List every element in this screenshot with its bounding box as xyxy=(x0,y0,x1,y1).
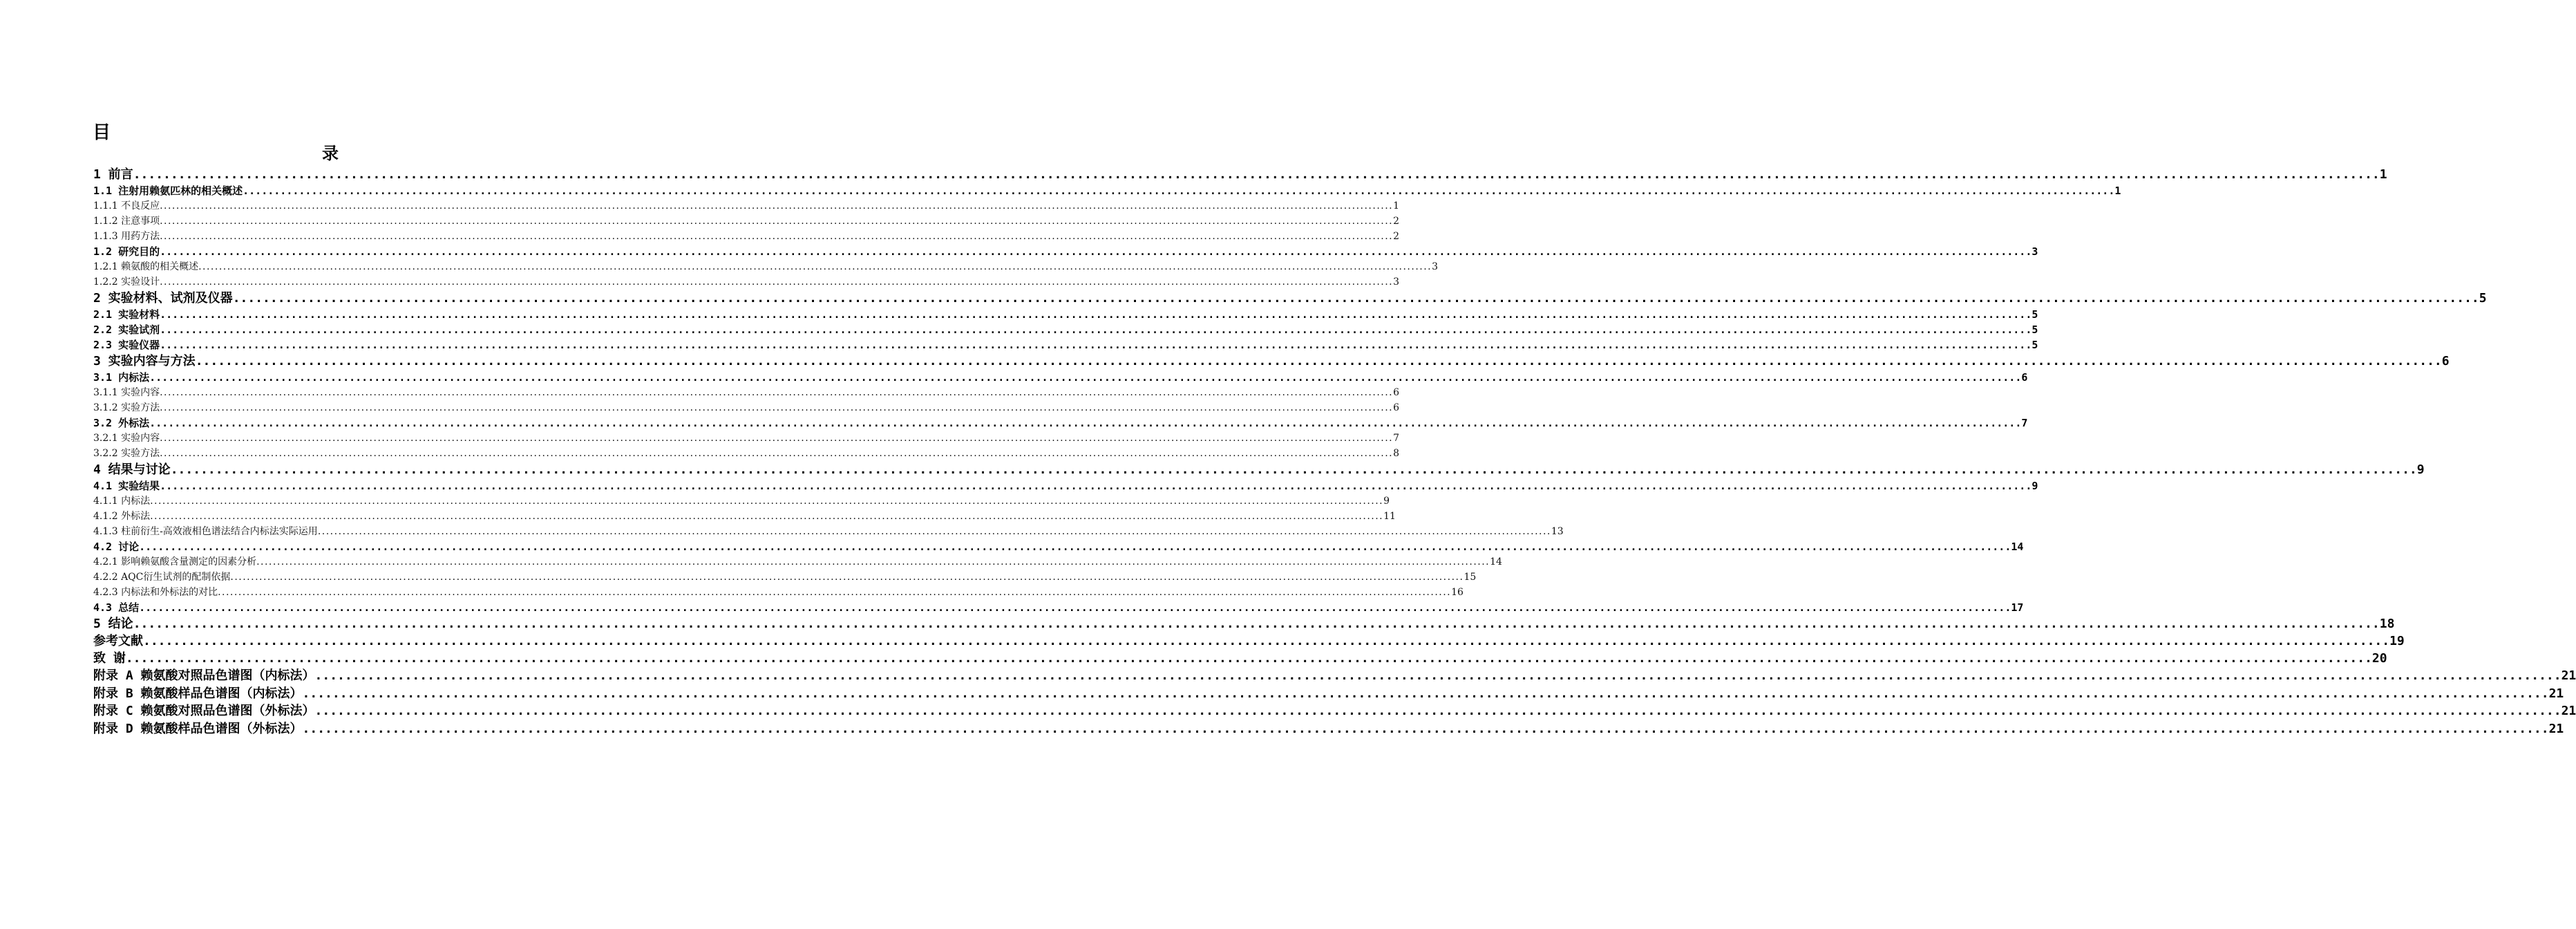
toc-entry-page-number: 19 xyxy=(2389,634,2405,648)
dot-leader: ............................................................................................................................................................................................................................................................................................................ xyxy=(149,417,2022,429)
toc-entry[interactable] xyxy=(93,166,2387,183)
toc-entry[interactable] xyxy=(93,183,2121,198)
dot-leader: ............................................................................................................................................................................................................................................................................................................ xyxy=(133,167,2380,182)
toc-entry-page-number: 6 xyxy=(2021,371,2028,384)
toc-entry-label: 附录 B 赖氨酸样品色谱图（内标法） xyxy=(93,686,303,701)
toc-entry[interactable] xyxy=(93,667,2576,685)
toc-entry-label: 3.2.1 实验内容 xyxy=(93,433,160,444)
toc-entry[interactable] xyxy=(93,478,2038,494)
dot-leader: ............................................................................................................................................................................................................................................................................................................ xyxy=(198,261,1432,272)
toc-entry-label: 1.2 研究目的 xyxy=(93,245,160,258)
dot-leader: ............................................................................................................................................................................................................................................................................................................ xyxy=(125,651,2372,666)
toc-entry-label: 参考文献 xyxy=(93,634,143,648)
toc-entry[interactable] xyxy=(93,600,2024,615)
toc-entry-label: 4 结果与讨论 xyxy=(93,462,171,477)
dot-leader: ............................................................................................................................................................................................................................................................................................................ xyxy=(256,556,1490,567)
dot-leader: ............................................................................................................................................................................................................................................................................................................ xyxy=(143,634,2390,648)
dot-leader: ............................................................................................................................................................................................................................................................................................................ xyxy=(317,526,1551,537)
toc-entry-page-number: 21 xyxy=(2561,668,2576,683)
toc-entry[interactable] xyxy=(93,214,1400,229)
dot-leader: ............................................................................................................................................................................................................................................................................................................ xyxy=(133,617,2380,631)
toc-entry[interactable] xyxy=(93,322,2038,337)
dot-leader: ............................................................................................................................................................................................................................................................................................................ xyxy=(302,686,2549,701)
toc-entry[interactable] xyxy=(93,370,2028,385)
toc-entry-label: 1.1.2 注意事项 xyxy=(93,216,160,227)
toc-entry[interactable] xyxy=(93,702,2576,720)
dot-leader: ............................................................................................................................................................................................................................................................................................................ xyxy=(314,704,2561,718)
toc-entry-page-number: 21 xyxy=(2548,686,2564,701)
toc-entry-page-number: 1 xyxy=(1393,200,1400,212)
dot-leader: ............................................................................................................................................................................................................................................................................................................ xyxy=(160,308,2032,321)
dot-leader: ............................................................................................................................................................................................................................................................................................................ xyxy=(160,387,1394,398)
toc-entry[interactable] xyxy=(93,400,1400,415)
toc-entry-page-number: 17 xyxy=(2011,601,2024,614)
toc-entry-page-number: 7 xyxy=(2021,417,2028,429)
toc-entry[interactable] xyxy=(93,290,2487,307)
dot-leader: ............................................................................................................................................................................................................................................................................................................ xyxy=(160,216,1394,227)
toc-entry-label: 4.1.2 外标法 xyxy=(93,511,151,522)
toc-entry[interactable] xyxy=(93,615,2395,632)
toc-entry-label: 4.3 总结 xyxy=(93,601,140,614)
toc-entry[interactable] xyxy=(93,198,1400,214)
dot-leader: ............................................................................................................................................................................................................................................................................................................ xyxy=(243,185,2115,197)
dot-leader: ............................................................................................................................................................................................................................................................................................................ xyxy=(160,402,1394,413)
dot-leader: ............................................................................................................................................................................................................................................................................................................ xyxy=(232,291,2479,306)
dot-leader: ............................................................................................................................................................................................................................................................................................................ xyxy=(150,496,1384,507)
toc-entry-page-number: 1 xyxy=(2379,167,2387,182)
toc-entry-label: 1.2.1 赖氨酸的相关概述 xyxy=(93,261,199,272)
toc-entry-page-number: 14 xyxy=(1490,556,1502,567)
toc-entry-label: 4.2.3 内标法和外标法的对比 xyxy=(93,587,218,598)
toc-entry[interactable] xyxy=(93,385,1400,400)
toc-entry-label: 4.1.3 柱前衍生-高效液相色谱法结合内标法实际运用 xyxy=(93,526,318,537)
dot-leader: ............................................................................................................................................................................................................................................................................................................ xyxy=(314,668,2561,683)
dot-leader: ............................................................................................................................................................................................................................................................................................................ xyxy=(302,721,2549,736)
toc-entry-label: 致 谢 xyxy=(93,651,126,666)
dot-leader: ............................................................................................................................................................................................................................................................................................................ xyxy=(160,231,1394,242)
toc-entry-page-number: 13 xyxy=(1551,526,1564,537)
toc-entry-page-number: 6 xyxy=(2441,354,2450,368)
dot-leader: ............................................................................................................................................................................................................................................................................................................ xyxy=(218,587,1452,598)
dot-leader: ............................................................................................................................................................................................................................................................................................................ xyxy=(160,448,1394,459)
table-of-contents xyxy=(93,166,2576,738)
toc-entry[interactable] xyxy=(93,539,2024,554)
dot-leader: ............................................................................................................................................................................................................................................................................................................ xyxy=(170,462,2417,477)
toc-entry[interactable] xyxy=(93,274,1400,290)
toc-entry[interactable] xyxy=(93,494,1390,509)
toc-entry-page-number: 1 xyxy=(2114,185,2121,197)
toc-entry[interactable] xyxy=(93,431,1400,446)
toc-entry-page-number: 2 xyxy=(1393,216,1400,227)
toc-entry-label: 附录 C 赖氨酸对照品色谱图（外标法） xyxy=(93,704,315,718)
toc-entry[interactable] xyxy=(93,720,2564,738)
toc-entry[interactable] xyxy=(93,259,1439,274)
toc-title-second-char: 录 xyxy=(322,143,339,163)
toc-entry-page-number: 5 xyxy=(2032,308,2038,321)
toc-entry-label: 2.1 实验材料 xyxy=(93,308,160,321)
toc-entry[interactable] xyxy=(93,585,1464,600)
toc-entry-page-number: 9 xyxy=(2032,480,2038,492)
toc-entry-label: 1.1 注射用赖氨匹林的相关概述 xyxy=(93,185,243,197)
toc-entry-page-number: 3 xyxy=(1393,276,1400,288)
toc-entry-page-number: 6 xyxy=(1393,387,1400,398)
dot-leader: ............................................................................................................................................................................................................................................................................................................ xyxy=(149,371,2022,384)
toc-entry[interactable] xyxy=(93,509,1396,524)
toc-entry-page-number: 3 xyxy=(2032,245,2038,258)
toc-entry-label: 1.2.2 实验设计 xyxy=(93,276,160,288)
toc-entry-label: 3.2.2 实验方法 xyxy=(93,448,160,459)
dot-leader: ............................................................................................................................................................................................................................................................................................................ xyxy=(160,245,2032,258)
toc-entry-label: 4.2 讨论 xyxy=(93,541,140,553)
toc-entry-label: 4.1 实验结果 xyxy=(93,480,160,492)
toc-entry-page-number: 21 xyxy=(2548,721,2564,736)
toc-entry[interactable] xyxy=(93,337,2038,353)
toc-entry-label: 3.1.2 实验方法 xyxy=(93,402,160,413)
toc-entry-page-number: 2 xyxy=(1393,231,1400,242)
dot-leader: ............................................................................................................................................................................................................................................................................................................ xyxy=(160,480,2032,492)
toc-entry-page-number: 9 xyxy=(2416,462,2425,477)
toc-entry-label: 5 结论 xyxy=(93,617,133,631)
dot-leader: ............................................................................................................................................................................................................................................................................................................ xyxy=(195,354,2442,368)
toc-entry[interactable] xyxy=(93,229,1400,244)
toc-entry[interactable] xyxy=(93,244,2038,259)
toc-entry-page-number: 11 xyxy=(1383,511,1396,522)
toc-entry-label: 1.1.3 用药方法 xyxy=(93,231,160,242)
toc-entry-page-number: 5 xyxy=(2032,323,2038,336)
toc-title-first-char: 目 xyxy=(93,122,111,143)
toc-entry[interactable] xyxy=(93,415,2028,431)
toc-entry-label: 附录 D 赖氨酸样品色谱图（外标法） xyxy=(93,721,303,736)
toc-entry-label: 2.2 实验试剂 xyxy=(93,323,160,336)
toc-entry-label: 3.1 内标法 xyxy=(93,371,150,384)
toc-entry-page-number: 3 xyxy=(1432,261,1439,272)
toc-entry[interactable] xyxy=(93,554,1502,570)
toc-entry-label: 1 前言 xyxy=(93,167,133,182)
toc-entry[interactable] xyxy=(93,632,2405,650)
toc-entry-page-number: 15 xyxy=(1464,572,1477,583)
dot-leader: ............................................................................................................................................................................................................................................................................................................ xyxy=(160,200,1394,212)
toc-entry[interactable] xyxy=(93,524,1564,539)
toc-entry-page-number: 16 xyxy=(1451,587,1464,598)
dot-leader: ............................................................................................................................................................................................................................................................................................................ xyxy=(139,601,2011,614)
dot-leader: ............................................................................................................................................................................................................................................................................................................ xyxy=(160,433,1394,444)
toc-entry-page-number: 8 xyxy=(1393,448,1400,459)
toc-entry[interactable] xyxy=(93,307,2038,322)
toc-entry-label: 4.2.1 影响赖氨酸含量测定的因素分析 xyxy=(93,556,257,567)
toc-entry[interactable] xyxy=(93,570,1477,585)
toc-entry-label: 2.3 实验仪器 xyxy=(93,339,160,351)
toc-entry-page-number: 9 xyxy=(1383,496,1390,507)
toc-entry-label: 1.1.1 不良反应 xyxy=(93,200,160,212)
toc-entry-label: 4.2.2 AQC衍生试剂的配制依据 xyxy=(93,572,231,583)
dot-leader: ............................................................................................................................................................................................................................................................................................................ xyxy=(230,572,1464,583)
toc-entry[interactable] xyxy=(93,446,1400,461)
toc-entry-page-number: 5 xyxy=(2032,339,2038,351)
dot-leader: ............................................................................................................................................................................................................................................................................................................ xyxy=(139,541,2011,553)
toc-entry-page-number: 14 xyxy=(2011,541,2024,553)
toc-entry-label: 附录 A 赖氨酸对照品色谱图（内标法） xyxy=(93,668,315,683)
toc-entry-page-number: 6 xyxy=(1393,402,1400,413)
dot-leader: ............................................................................................................................................................................................................................................................................................................ xyxy=(160,339,2032,351)
dot-leader: ............................................................................................................................................................................................................................................................................................................ xyxy=(160,276,1394,288)
toc-entry[interactable] xyxy=(93,353,2450,370)
toc-entry-page-number: 7 xyxy=(1393,433,1400,444)
toc-entry[interactable] xyxy=(93,461,2425,478)
toc-entry[interactable] xyxy=(93,685,2564,703)
toc-entry-label: 3.1.1 实验内容 xyxy=(93,387,160,398)
dot-leader: ............................................................................................................................................................................................................................................................................................................ xyxy=(150,511,1384,522)
toc-entry-label: 3 实验内容与方法 xyxy=(93,354,196,368)
toc-entry-page-number: 5 xyxy=(2479,291,2487,306)
toc-entry-label: 2 实验材料、试剂及仪器 xyxy=(93,291,233,306)
toc-entry-label: 4.1.1 内标法 xyxy=(93,496,151,507)
toc-entry-label: 3.2 外标法 xyxy=(93,417,150,429)
dot-leader: ............................................................................................................................................................................................................................................................................................................ xyxy=(160,323,2032,336)
toc-entry-page-number: 21 xyxy=(2561,704,2576,718)
toc-entry[interactable] xyxy=(93,650,2387,667)
toc-entry-page-number: 20 xyxy=(2371,651,2387,666)
toc-entry-page-number: 18 xyxy=(2379,617,2395,631)
